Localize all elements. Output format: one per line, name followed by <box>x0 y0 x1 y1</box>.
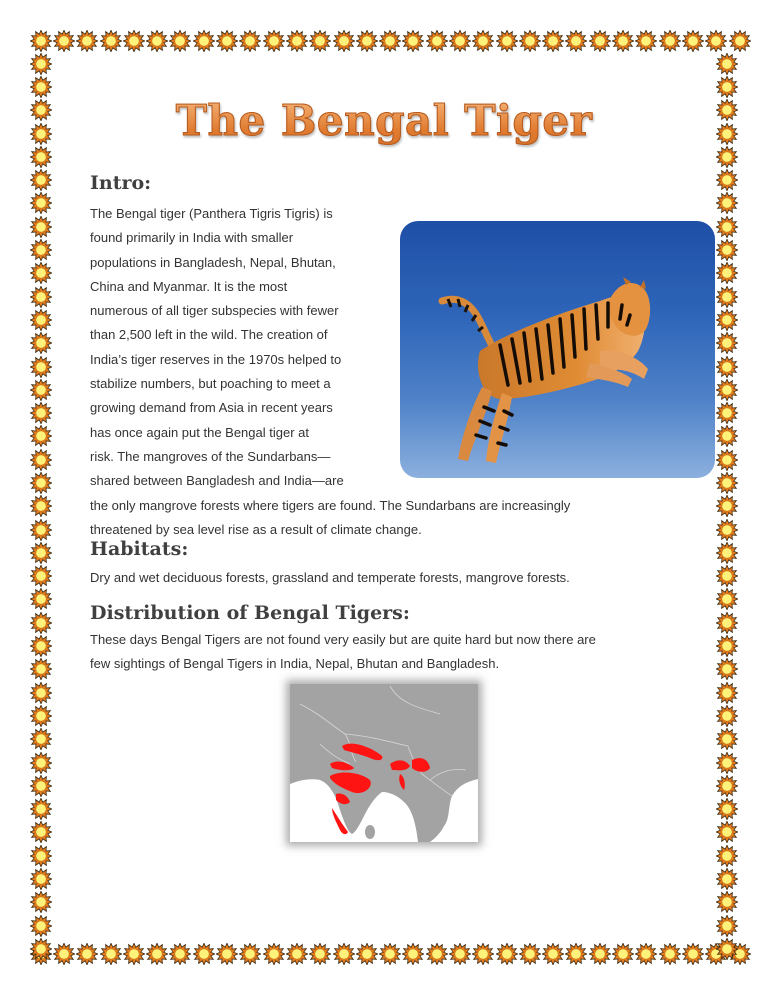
sun-icon <box>715 215 738 238</box>
sun-icon <box>215 942 238 965</box>
sun-icon <box>29 565 52 588</box>
sun-icon <box>29 378 52 401</box>
intro-line: risk. The mangroves of the Sundarbans— <box>90 448 331 464</box>
sun-icon <box>715 192 738 215</box>
sun-icon <box>29 355 52 378</box>
sun-icon <box>29 798 52 821</box>
sun-icon <box>332 29 355 52</box>
intro-line: stabilize numbers, but poaching to meet a <box>90 376 331 392</box>
sun-icon <box>29 541 52 564</box>
sun-icon <box>611 29 634 52</box>
sun-icon <box>588 29 611 52</box>
sun-icon <box>76 29 99 52</box>
sun-icon <box>715 891 738 914</box>
sun-icon <box>611 942 634 965</box>
sun-icon <box>588 942 611 965</box>
sun-icon <box>29 937 52 960</box>
sun-icon <box>29 262 52 285</box>
sun-icon <box>122 29 145 52</box>
sun-icon <box>565 942 588 965</box>
sun-icon <box>29 821 52 844</box>
intro-line: numerous of all tiger subspecies with fewer <box>90 303 339 319</box>
sun-icon <box>681 942 704 965</box>
sun-icon <box>635 942 658 965</box>
sun-icon <box>29 168 52 191</box>
south-asia-map <box>290 684 478 842</box>
sun-icon <box>715 844 738 867</box>
sun-icon <box>715 541 738 564</box>
sun-icon <box>29 471 52 494</box>
sun-icon <box>472 29 495 52</box>
sun-icon <box>715 308 738 331</box>
intro-line: growing demand from Asia in recent years <box>90 400 333 416</box>
sun-icon <box>472 942 495 965</box>
sun-icon <box>715 238 738 261</box>
sun-icon <box>715 611 738 634</box>
intro-line: India’s tiger reserves in the 1970s helped to <box>90 351 342 367</box>
sun-icon <box>145 942 168 965</box>
sun-icon <box>715 355 738 378</box>
sun-icon <box>99 29 122 52</box>
sun-icon <box>29 192 52 215</box>
sun-icon <box>29 728 52 751</box>
sun-icon <box>76 942 99 965</box>
sun-icon <box>715 681 738 704</box>
sun-icon <box>378 942 401 965</box>
sun-icon <box>715 565 738 588</box>
sun-icon <box>681 29 704 52</box>
sun-icon <box>635 29 658 52</box>
sun-icon <box>29 891 52 914</box>
intro-line: China and Myanmar. It is the most <box>90 278 288 294</box>
sun-icon <box>715 495 738 518</box>
sun-icon <box>145 29 168 52</box>
sun-icon <box>715 937 738 960</box>
sun-icon <box>715 704 738 727</box>
page-title: The Bengal Tiger <box>0 96 768 145</box>
leaping-tiger-illustration <box>400 221 715 478</box>
sun-icon <box>285 29 308 52</box>
sun-icon <box>29 774 52 797</box>
sun-icon <box>29 844 52 867</box>
sun-icon <box>355 942 378 965</box>
sun-icon <box>29 52 52 75</box>
sun-icon <box>715 867 738 890</box>
sun-icon <box>715 285 738 308</box>
sun-icon <box>715 262 738 285</box>
sun-icon <box>29 634 52 657</box>
sun-icon <box>495 29 518 52</box>
sun-icon <box>29 332 52 355</box>
tiger-photo <box>400 221 715 478</box>
sun-icon <box>715 448 738 471</box>
sun-icon <box>542 29 565 52</box>
sun-icon <box>425 942 448 965</box>
sun-icon <box>29 401 52 424</box>
habitats-heading: Habitats: <box>90 538 189 560</box>
distribution-heading: Distribution of Bengal Tigers: <box>90 602 410 624</box>
sun-icon <box>715 168 738 191</box>
sun-icon <box>52 942 75 965</box>
border-left <box>29 52 52 961</box>
sun-icon <box>715 588 738 611</box>
sun-icon <box>715 798 738 821</box>
sun-icon <box>518 29 541 52</box>
sun-icon <box>29 658 52 681</box>
sun-icon <box>715 751 738 774</box>
sun-icon <box>715 634 738 657</box>
sun-icon <box>29 308 52 331</box>
habitats-paragraph <box>90 566 570 590</box>
sun-icon <box>715 658 738 681</box>
sun-icon <box>402 29 425 52</box>
habitats-line: Dry and wet deciduous forests, grassland and temperate forests, mangrove forests. <box>90 570 570 585</box>
intro-line: populations in Bangladesh, Nepal, Bhutan, <box>90 254 336 270</box>
intro-heading: Intro: <box>90 172 152 194</box>
sun-icon <box>715 774 738 797</box>
sun-icon <box>262 942 285 965</box>
sun-icon <box>29 145 52 168</box>
sun-icon <box>378 29 401 52</box>
sun-icon <box>262 29 285 52</box>
sun-icon <box>715 821 738 844</box>
sun-icon <box>99 942 122 965</box>
sun-icon <box>715 914 738 937</box>
sun-icon <box>29 588 52 611</box>
intro-line: shared between Bangladesh and India—are <box>90 473 344 489</box>
sun-icon <box>715 332 738 355</box>
sun-icon <box>542 942 565 965</box>
sun-icon <box>332 942 355 965</box>
sun-icon <box>52 29 75 52</box>
sun-icon <box>309 942 332 965</box>
distribution-map <box>290 684 478 842</box>
sun-icon <box>29 285 52 308</box>
border-right <box>715 52 738 961</box>
sun-icon <box>122 942 145 965</box>
sun-icon <box>29 215 52 238</box>
intro-line: found primarily in India with smaller <box>90 230 294 246</box>
intro-line: the only mangrove forests where tigers are found. The Sundarbans are increasingly <box>90 497 571 513</box>
sun-icon <box>309 29 332 52</box>
distribution-line: These days Bengal Tigers are not found very easily but are quite hard but now there are <box>90 632 596 647</box>
sun-icon <box>29 29 52 52</box>
sun-icon <box>658 942 681 965</box>
sun-icon <box>29 867 52 890</box>
sun-icon <box>29 611 52 634</box>
sun-icon <box>29 704 52 727</box>
sun-icon <box>285 942 308 965</box>
sun-icon <box>715 52 738 75</box>
sun-icon <box>518 942 541 965</box>
sun-icon <box>448 942 471 965</box>
distribution-line: few sightings of Bengal Tigers in India, Nepal, Bhutan and Bangladesh. <box>90 656 500 672</box>
sun-icon <box>728 29 751 52</box>
sun-icon <box>29 448 52 471</box>
sun-icon <box>29 751 52 774</box>
sun-icon <box>29 518 52 541</box>
sun-icon <box>192 29 215 52</box>
intro-line: threatened by sea level rise as a result of climate change. <box>90 521 422 537</box>
intro-line: has once again put the Bengal tiger at <box>90 424 309 440</box>
sun-icon <box>29 495 52 518</box>
sun-icon <box>192 942 215 965</box>
sun-icon <box>448 29 471 52</box>
distribution-paragraph <box>90 628 596 677</box>
sun-icon <box>715 401 738 424</box>
sun-icon <box>29 914 52 937</box>
sun-icon <box>715 378 738 401</box>
sun-icon <box>715 518 738 541</box>
sun-icon <box>169 942 192 965</box>
sun-icon <box>215 29 238 52</box>
sun-icon <box>29 681 52 704</box>
sun-icon <box>658 29 681 52</box>
sun-icon <box>402 942 425 965</box>
sun-icon <box>239 942 262 965</box>
sun-icon <box>29 238 52 261</box>
sun-icon <box>565 29 588 52</box>
sun-icon <box>239 29 262 52</box>
sun-icon <box>715 425 738 448</box>
sun-icon <box>705 29 728 52</box>
intro-line: The Bengal tiger (Panthera Tigris Tigris) is <box>90 206 333 221</box>
border-bottom <box>29 942 751 965</box>
sun-icon <box>495 942 518 965</box>
sun-icon <box>425 29 448 52</box>
sun-icon <box>29 425 52 448</box>
sun-icon <box>715 471 738 494</box>
border-top <box>29 29 751 52</box>
sun-icon <box>715 728 738 751</box>
sun-icon <box>169 29 192 52</box>
sun-icon <box>715 145 738 168</box>
sun-icon <box>355 29 378 52</box>
intro-line: than 2,500 left in the wild. The creation of <box>90 327 328 343</box>
